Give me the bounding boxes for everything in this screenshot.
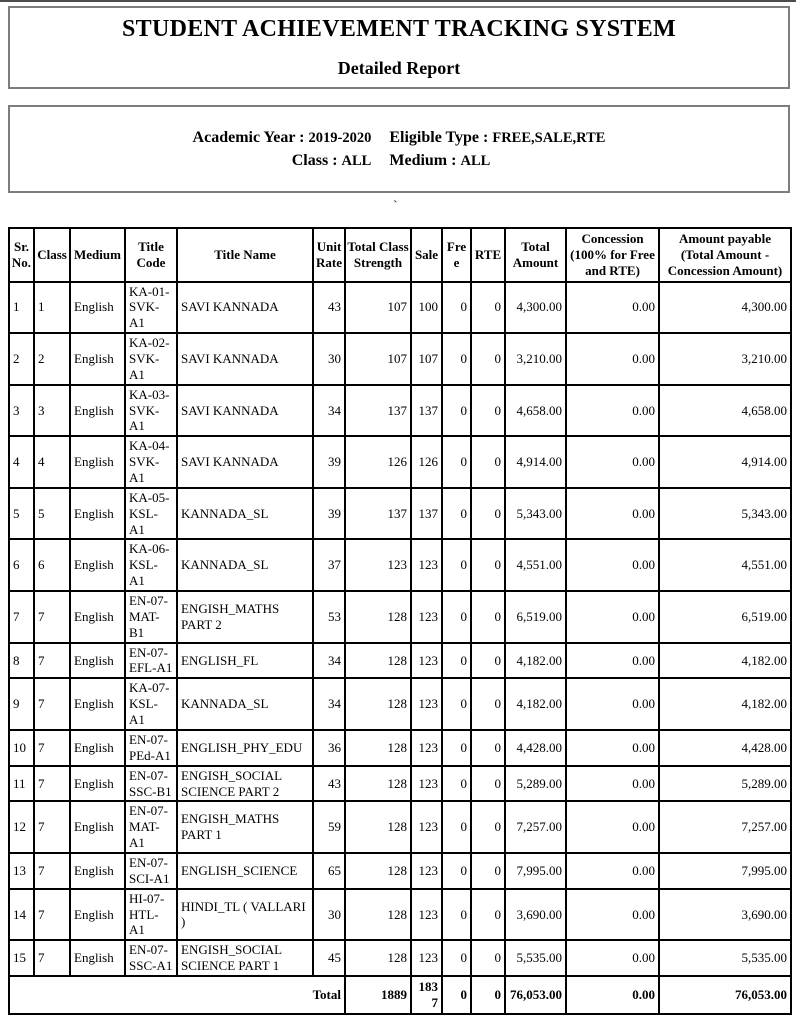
table-cell: 4 <box>9 436 34 488</box>
table-cell: KA-02-SVK-A1 <box>125 333 177 385</box>
column-header-11: Total Amount <box>505 228 566 282</box>
table-cell: ENGISH_SOCIAL SCIENCE PART 1 <box>177 940 313 976</box>
table-cell: 5 <box>9 488 34 540</box>
table-cell: 7,257.00 <box>659 801 791 853</box>
table-cell: English <box>70 488 125 540</box>
table-cell: 13 <box>9 853 34 889</box>
table-row <box>9 282 791 334</box>
table-cell: SAVI KANNADA <box>177 282 313 334</box>
table-cell: 0 <box>442 488 471 540</box>
column-header-1: Sr. No. <box>9 228 34 282</box>
table-cell: 0 <box>442 730 471 766</box>
column-header-4: Title Code <box>125 228 177 282</box>
table-cell: 34 <box>313 385 345 437</box>
class-value: ALL <box>341 152 372 169</box>
eligible-type-label: Eligible Type : <box>389 128 489 146</box>
table-cell: ENGISH_SOCIAL SCIENCE PART 2 <box>177 766 313 802</box>
table-cell: 0 <box>471 591 505 643</box>
table-body <box>9 282 791 1014</box>
table-cell: 4,428.00 <box>659 730 791 766</box>
table-cell: EN-07-PEd-A1 <box>125 730 177 766</box>
table-cell: 0 <box>471 730 505 766</box>
table-cell: 100 <box>411 282 442 334</box>
table-cell: 4,182.00 <box>659 678 791 730</box>
table-cell: KANNADA_SL <box>177 678 313 730</box>
table-cell: EN-07-MAT-B1 <box>125 591 177 643</box>
report-title-box <box>8 6 790 89</box>
table-cell: ENGLISH_FL <box>177 643 313 679</box>
table-cell: 1 <box>34 282 70 334</box>
table-cell: 65 <box>313 853 345 889</box>
table-cell: 3 <box>9 385 34 437</box>
table-cell: 30 <box>313 333 345 385</box>
academic-year-label: Academic Year : <box>192 128 305 146</box>
column-header-3: Medium <box>70 228 125 282</box>
table-cell: 0 <box>442 539 471 591</box>
table-cell: English <box>70 643 125 679</box>
table-cell: 123 <box>411 801 442 853</box>
table-cell: 107 <box>411 333 442 385</box>
total-value-cell: 0 <box>442 976 471 1014</box>
table-cell: 0 <box>442 853 471 889</box>
academic-year-value: 2019-2020 <box>308 129 372 146</box>
table-cell: SAVI KANNADA <box>177 385 313 437</box>
column-header-12: Concession (100% for Free and RTE) <box>566 228 659 282</box>
total-value-cell: 0 <box>471 976 505 1014</box>
table-cell: 0.00 <box>566 385 659 437</box>
table-cell: English <box>70 730 125 766</box>
report-parameters-box <box>8 105 790 193</box>
table-row <box>9 801 791 853</box>
table-cell: KANNADA_SL <box>177 539 313 591</box>
table-cell: 123 <box>411 889 442 941</box>
class-label: Class : <box>291 151 338 169</box>
table-cell: EN-07-SCI-A1 <box>125 853 177 889</box>
table-cell: 0 <box>442 940 471 976</box>
medium-label: Medium : <box>389 151 457 169</box>
table-cell: 0.00 <box>566 436 659 488</box>
table-cell: 7 <box>34 940 70 976</box>
table-cell: 0.00 <box>566 940 659 976</box>
table-row <box>9 591 791 643</box>
table-cell: 15 <box>9 940 34 976</box>
table-row <box>9 678 791 730</box>
table-cell: 5,343.00 <box>659 488 791 540</box>
table-cell: 7 <box>34 643 70 679</box>
table-cell: 7 <box>34 889 70 941</box>
table-cell: English <box>70 591 125 643</box>
total-value-cell: 76,053.00 <box>659 976 791 1014</box>
table-cell: 6 <box>9 539 34 591</box>
table-cell: 0 <box>442 801 471 853</box>
table-cell: 1 <box>9 282 34 334</box>
table-cell: 123 <box>411 539 442 591</box>
table-cell: 0.00 <box>566 730 659 766</box>
table-cell: 128 <box>345 801 411 853</box>
table-cell: 7 <box>34 801 70 853</box>
table-cell: 4,551.00 <box>659 539 791 591</box>
table-cell: 128 <box>345 730 411 766</box>
table-cell: ENGLISH_SCIENCE <box>177 853 313 889</box>
medium-value: ALL <box>460 152 491 169</box>
table-cell: 0 <box>471 385 505 437</box>
table-cell: 5,343.00 <box>505 488 566 540</box>
table-cell: 14 <box>9 889 34 941</box>
table-cell: 6 <box>34 539 70 591</box>
table-cell: 0 <box>442 591 471 643</box>
table-cell: ENGISH_MATHS PART 2 <box>177 591 313 643</box>
table-cell: English <box>70 801 125 853</box>
table-cell: English <box>70 333 125 385</box>
table-cell: 3,690.00 <box>659 889 791 941</box>
eligible-type-value: FREE,SALE,RTE <box>492 129 606 146</box>
table-row <box>9 643 791 679</box>
table-cell: 137 <box>411 488 442 540</box>
total-value-cell: 76,053.00 <box>505 976 566 1014</box>
table-cell: 128 <box>345 766 411 802</box>
table-cell: 0 <box>471 282 505 334</box>
table-cell: 43 <box>313 766 345 802</box>
table-row <box>9 853 791 889</box>
table-cell: 7 <box>34 678 70 730</box>
table-cell: EN-07-EFL-A1 <box>125 643 177 679</box>
table-cell: 45 <box>313 940 345 976</box>
medium-param <box>389 151 605 171</box>
table-cell: 0.00 <box>566 678 659 730</box>
table-cell: 0.00 <box>566 333 659 385</box>
table-cell: 128 <box>345 889 411 941</box>
total-value-cell: 1837 <box>411 976 442 1014</box>
report-subtitle: Detailed Report <box>337 58 461 78</box>
table-cell: 5,535.00 <box>505 940 566 976</box>
table-cell: English <box>70 766 125 802</box>
total-value-cell: 0.00 <box>566 976 659 1014</box>
table-cell: 0 <box>471 333 505 385</box>
table-cell: 7 <box>34 591 70 643</box>
report-title: STUDENT ACHIEVEMENT TRACKING SYSTEM <box>122 16 676 42</box>
table-cell: 0 <box>471 940 505 976</box>
table-cell: 128 <box>345 678 411 730</box>
table-cell: KA-06-KSL-A1 <box>125 539 177 591</box>
table-cell: 123 <box>345 539 411 591</box>
column-header-6: Unit Rate <box>313 228 345 282</box>
table-cell: 4,182.00 <box>505 643 566 679</box>
table-cell: 4,428.00 <box>505 730 566 766</box>
table-cell: 123 <box>411 643 442 679</box>
table-cell: SAVI KANNADA <box>177 333 313 385</box>
table-cell: 53 <box>313 591 345 643</box>
table-cell: English <box>70 282 125 334</box>
table-cell: 126 <box>345 436 411 488</box>
table-cell: English <box>70 940 125 976</box>
table-cell: 5,535.00 <box>659 940 791 976</box>
table-cell: 11 <box>9 766 34 802</box>
table-cell: 7 <box>34 853 70 889</box>
table-cell: 0 <box>442 333 471 385</box>
total-label-cell: Total <box>9 976 345 1014</box>
table-cell: 0 <box>442 643 471 679</box>
column-header-9: Free <box>442 228 471 282</box>
table-cell: 137 <box>411 385 442 437</box>
column-header-10: RTE <box>471 228 505 282</box>
table-cell: HINDI_TL ( VALLARI ) <box>177 889 313 941</box>
table-cell: 0.00 <box>566 889 659 941</box>
table-row <box>9 333 791 385</box>
total-value-cell: 1889 <box>345 976 411 1014</box>
table-cell: 7,995.00 <box>659 853 791 889</box>
table-cell: 0 <box>442 678 471 730</box>
table-row <box>9 385 791 437</box>
table-cell: SAVI KANNADA <box>177 436 313 488</box>
table-cell: 107 <box>345 282 411 334</box>
table-cell: 7 <box>34 766 70 802</box>
table-cell: 6,519.00 <box>659 591 791 643</box>
table-cell: 0.00 <box>566 591 659 643</box>
table-cell: HI-07-HTL-A1 <box>125 889 177 941</box>
table-cell: 0.00 <box>566 488 659 540</box>
table-cell: 0 <box>471 539 505 591</box>
table-cell: 0 <box>471 801 505 853</box>
table-cell: 4,182.00 <box>505 678 566 730</box>
column-header-5: Title Name <box>177 228 313 282</box>
table-cell: 0.00 <box>566 539 659 591</box>
total-row <box>9 976 791 1014</box>
stray-backtick-mark: ` <box>393 199 398 214</box>
table-cell: 123 <box>411 591 442 643</box>
table-cell: 0.00 <box>566 853 659 889</box>
table-cell: 128 <box>345 940 411 976</box>
table-cell: KA-04-SVK-A1 <box>125 436 177 488</box>
table-cell: EN-07-SSC-A1 <box>125 940 177 976</box>
table-cell: 123 <box>411 678 442 730</box>
table-cell: 0.00 <box>566 801 659 853</box>
table-cell: 59 <box>313 801 345 853</box>
column-header-13: Amount payable (Total Amount - Concession Amount) <box>659 228 791 282</box>
table-cell: 0 <box>442 385 471 437</box>
table-cell: 128 <box>345 853 411 889</box>
table-row <box>9 940 791 976</box>
table-cell: 30 <box>313 889 345 941</box>
table-cell: English <box>70 539 125 591</box>
table-head <box>9 228 791 282</box>
table-cell: 6,519.00 <box>505 591 566 643</box>
detailed-report-table <box>8 227 792 1015</box>
table-cell: EN-07-SSC-B1 <box>125 766 177 802</box>
table-cell: 7,257.00 <box>505 801 566 853</box>
table-header-row <box>9 228 791 282</box>
table-cell: KA-03-SVK-A1 <box>125 385 177 437</box>
table-cell: ENGLISH_PHY_EDU <box>177 730 313 766</box>
class-param <box>193 151 372 171</box>
table-cell: 0 <box>442 436 471 488</box>
table-cell: 123 <box>411 766 442 802</box>
report-parameters <box>193 128 606 171</box>
table-cell: 4,658.00 <box>659 385 791 437</box>
table-cell: 4,551.00 <box>505 539 566 591</box>
table-cell: 7,995.00 <box>505 853 566 889</box>
table-cell: 43 <box>313 282 345 334</box>
table-cell: English <box>70 436 125 488</box>
table-cell: 4,914.00 <box>659 436 791 488</box>
table-cell: 128 <box>345 643 411 679</box>
table-cell: 0 <box>442 889 471 941</box>
table-cell: 0 <box>471 889 505 941</box>
table-cell: 34 <box>313 678 345 730</box>
table-cell: 8 <box>9 643 34 679</box>
table-cell: 4,182.00 <box>659 643 791 679</box>
table-cell: 5,289.00 <box>505 766 566 802</box>
column-header-2: Class <box>34 228 70 282</box>
table-cell: KANNADA_SL <box>177 488 313 540</box>
table-cell: 9 <box>9 678 34 730</box>
table-cell: 34 <box>313 643 345 679</box>
table-cell: 37 <box>313 539 345 591</box>
column-header-8: Sale <box>411 228 442 282</box>
table-cell: 2 <box>34 333 70 385</box>
table-cell: 0 <box>471 678 505 730</box>
table-cell: 4 <box>34 436 70 488</box>
eligible-type-param <box>389 128 605 148</box>
table-cell: 39 <box>313 436 345 488</box>
table-row <box>9 889 791 941</box>
table-cell: 4,658.00 <box>505 385 566 437</box>
table-cell: 0 <box>442 282 471 334</box>
table-cell: 4,300.00 <box>659 282 791 334</box>
table-cell: 107 <box>345 333 411 385</box>
table-cell: 3 <box>34 385 70 437</box>
column-header-7: Total Class Strength <box>345 228 411 282</box>
table-row <box>9 488 791 540</box>
table-cell: English <box>70 853 125 889</box>
table-cell: KA-01-SVK-A1 <box>125 282 177 334</box>
table-cell: ENGISH_MATHS PART 1 <box>177 801 313 853</box>
table-cell: 7 <box>34 730 70 766</box>
table-row <box>9 436 791 488</box>
table-cell: English <box>70 385 125 437</box>
table-cell: 123 <box>411 853 442 889</box>
table-cell: English <box>70 889 125 941</box>
table-cell: 0.00 <box>566 282 659 334</box>
table-cell: 0 <box>442 766 471 802</box>
table-row <box>9 766 791 802</box>
table-cell: 137 <box>345 488 411 540</box>
table-cell: EN-07-MAT-A1 <box>125 801 177 853</box>
table-row <box>9 730 791 766</box>
table-cell: KA-05-KSL-A1 <box>125 488 177 540</box>
table-cell: 4,914.00 <box>505 436 566 488</box>
table-cell: 123 <box>411 730 442 766</box>
table-cell: 128 <box>345 591 411 643</box>
table-cell: 3,210.00 <box>505 333 566 385</box>
table-cell: 4,300.00 <box>505 282 566 334</box>
table-cell: 0 <box>471 766 505 802</box>
academic-year-param <box>193 128 372 148</box>
table-cell: 0 <box>471 436 505 488</box>
table-row <box>9 539 791 591</box>
table-cell: 137 <box>345 385 411 437</box>
table-cell: 5 <box>34 488 70 540</box>
table-cell: KA-07-KSL-A1 <box>125 678 177 730</box>
table-cell: 0.00 <box>566 766 659 802</box>
table-cell: English <box>70 678 125 730</box>
table-cell: 7 <box>9 591 34 643</box>
table-cell: 126 <box>411 436 442 488</box>
table-cell: 2 <box>9 333 34 385</box>
table-cell: 0.00 <box>566 643 659 679</box>
table-cell: 0 <box>471 643 505 679</box>
table-cell: 0 <box>471 488 505 540</box>
table-cell: 3,210.00 <box>659 333 791 385</box>
table-cell: 12 <box>9 801 34 853</box>
table-cell: 36 <box>313 730 345 766</box>
table-cell: 5,289.00 <box>659 766 791 802</box>
top-rule-divider <box>0 0 796 2</box>
table-cell: 3,690.00 <box>505 889 566 941</box>
table-cell: 0 <box>471 853 505 889</box>
table-cell: 39 <box>313 488 345 540</box>
table-cell: 10 <box>9 730 34 766</box>
table-cell: 123 <box>411 940 442 976</box>
